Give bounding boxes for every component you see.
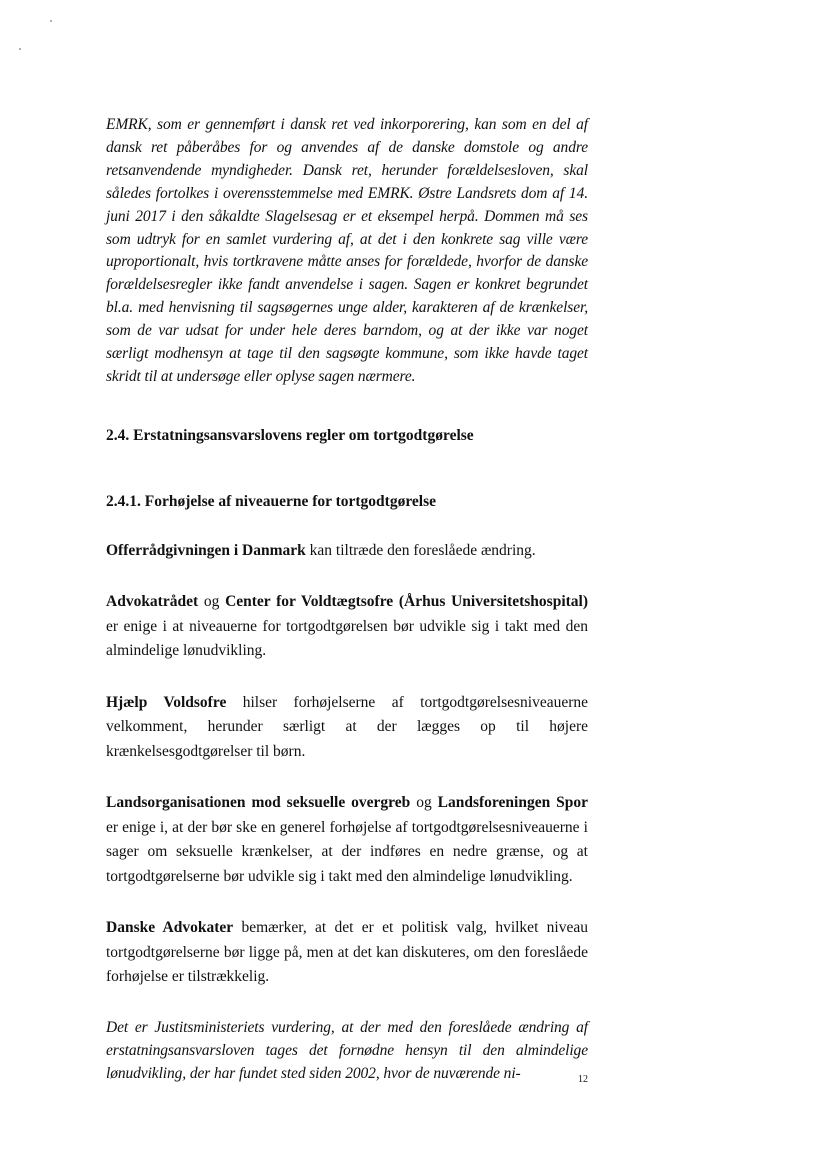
ministry-assessment-paragraph: Det er Justitsministeriets vurdering, at der med den foreslåede ændring af erstatningsansvarsloven tages det fornødne hensyn til den almindelige lønudvikling, der har fundet sted siden 2002, hvor de nuværende ni- (106, 1018, 588, 1082)
section-heading: 2.4. Erstatningsansvarslovens regler om tortgodtgørelse (106, 426, 474, 444)
subsection-heading: 2.4.1. Forhøjelse af niveauerne for tortgodtgørelse (106, 492, 437, 510)
scan-speck (50, 20, 52, 22)
organization-name: Hjælp Voldsofre (106, 693, 227, 711)
paragraph-landsorganisationen (106, 791, 588, 889)
organization-name: Offerrådgivningen i Danmark (106, 541, 306, 559)
paragraph-offerraadgivningen (106, 539, 588, 564)
paragraph-danske-advokater (106, 916, 588, 990)
organization-name: Landsforeningen Spor (437, 794, 588, 812)
organization-name: Advokatrådet (106, 593, 199, 611)
paragraph-advokatraadet (106, 590, 588, 664)
paragraph-text: bemærker, at det er et politisk valg, hvilket niveau tortgodtgørelserne bør ligge på, men at det kan diskuteres, om den foreslåede forhøjelse er tilstrækkelig. (106, 919, 588, 986)
organization-name: Landsorganisationen mod seksuelle overgreb (106, 794, 411, 812)
conjunction: og (410, 794, 438, 812)
organization-name: Center for Voldtægtsofre (Århus Universitetshospital) (225, 593, 589, 611)
paragraph-text: er enige i, at der bør ske en generel forhøjelse af tortgodtgørelsesniveauerne i sager om seksuelle krænkelser, at der indføres en nedre grænse, og at tortgodtgørelserne bør udvikle sig i takt med den almindelige lønudvikling. (106, 818, 588, 885)
organization-name: Danske Advokater (106, 919, 234, 937)
page-content (106, 114, 588, 1086)
conjunction: og (198, 593, 226, 611)
page-number: 12 (578, 1074, 588, 1085)
scan-speck (19, 48, 21, 50)
paragraph-text: kan tiltræde den foreslåede ændring. (305, 541, 536, 559)
paragraph-hjaelp-voldsofre (106, 691, 588, 765)
intro-paragraph: EMRK, som er gennemført i dansk ret ved inkorporering, kan som en del af dansk ret påberåbes for og anvendes af de danske domstole og andre retsanvendende myndigheder. Dansk ret, herunder forældelsesloven, skal således fortolkes i overensstemmelse med EMRK. Østre Landsrets dom af 14. juni 2017 i den såkaldte Slagelsesag er et eksempel herpå. Dommen må ses som udtryk for en samlet vurdering af, at det i den konkrete sag ville være uproportionalt, hvis tortkravene måtte anses for forældede, hvorfor de danske forældelsesregler ikke fandt anvendelse i sagen. Sagen er konkret begrundet bl.a. med henvisning til sagsøgernes unge alder, karakteren af de krænkelser, som de var udsat for under hele deres barndom, og at der ikke var noget særligt modhensyn at tage til den sagsøgte kommune, som ikke havde taget skridt til at undersøge eller oplyse sagen nærmere. (106, 116, 588, 385)
paragraph-text: hilser forhøjelserne af tortgodtgørelsesniveauerne velkomment, herunder særligt at der lægges op til højere krænkelsesgodtgørelser til børn. (106, 693, 588, 760)
paragraph-text: er enige i at niveauerne for tortgodtgørelsen bør udvikle sig i takt med den almindelige lønudvikling. (106, 617, 588, 660)
